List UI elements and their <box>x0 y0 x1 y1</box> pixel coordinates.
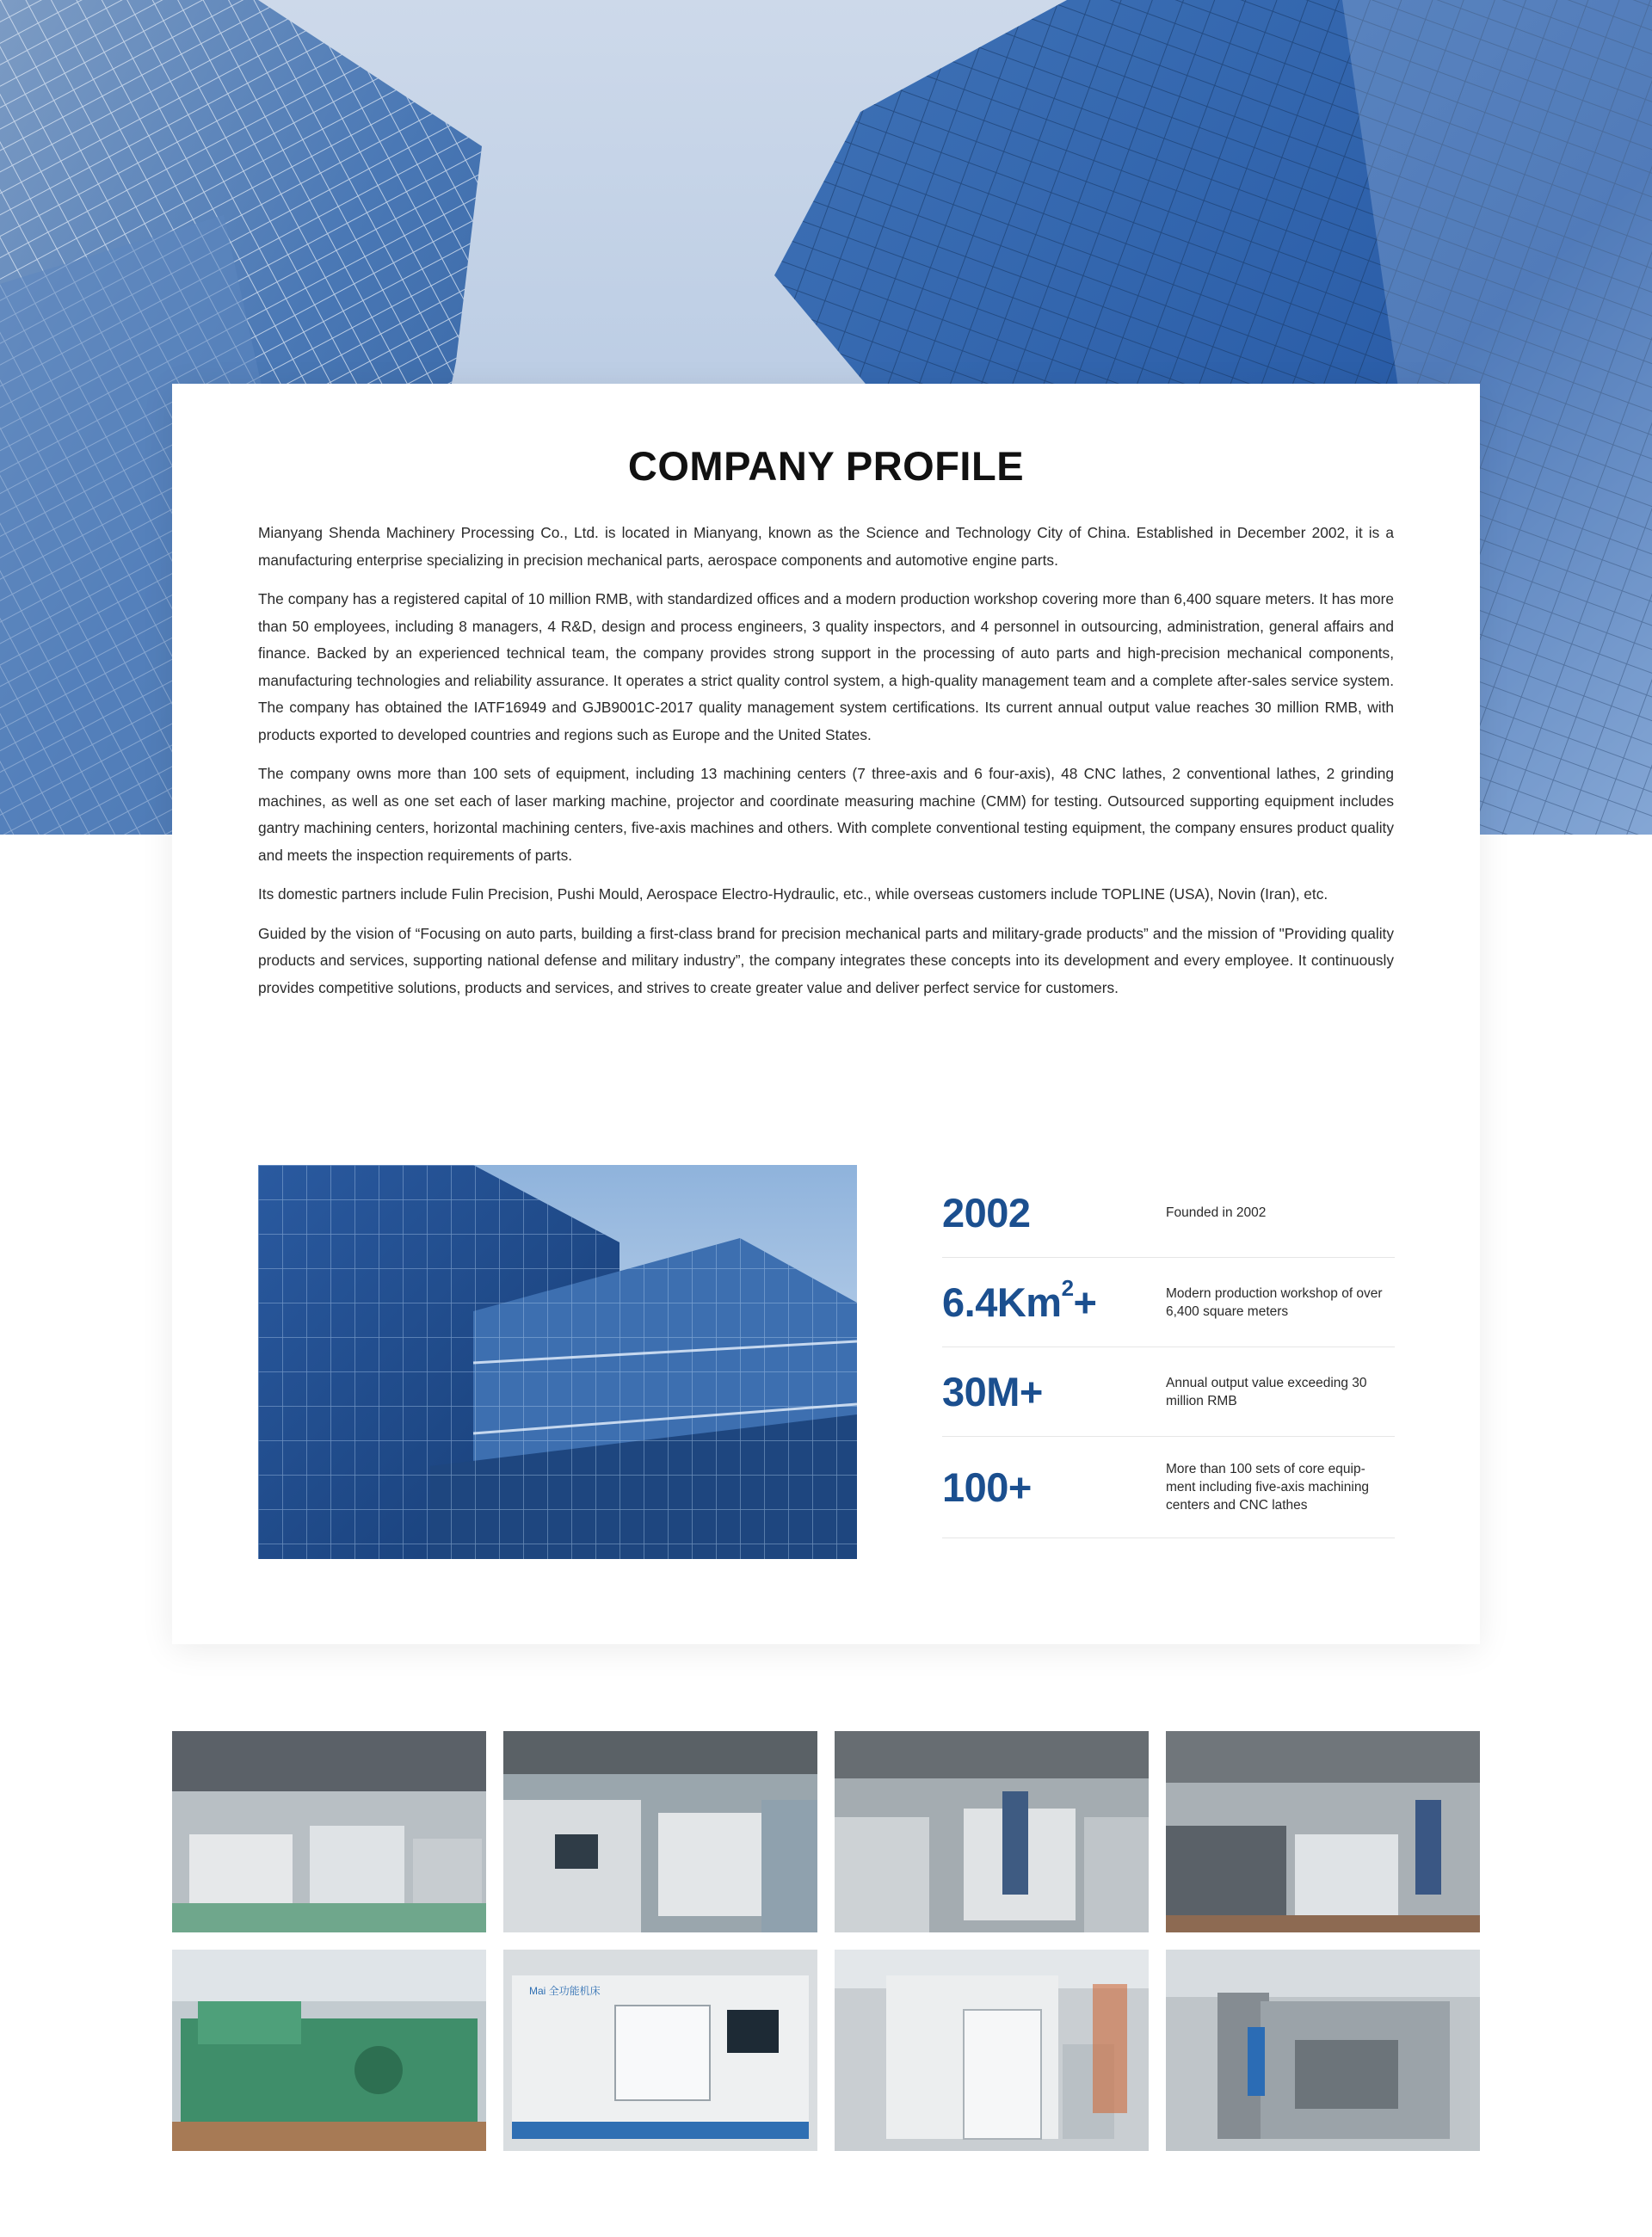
profile-paragraph: Guided by the vision of “Focusing on auto parts, building a first-class brand for precision mechanical parts and military-grade products” and the mission of "Providing quality products and services, supporting national defense and military industry”, the company integrates these concepts into its development and every employee. It continuously provides competitive solutions, products and services, and strives to create greater value and deliver perfect service for customers. <box>258 924 1394 996</box>
workshop-photo-1[interactable] <box>172 1731 486 1932</box>
stat-value: 2002 <box>942 1190 1031 1236</box>
stat-value: 30M+ <box>942 1369 1043 1414</box>
building-photo <box>258 1165 857 1559</box>
stat-value: $6.4Km^2+$ <box>942 1275 1097 1325</box>
stat-description: More than 100 sets of core equip-ment including five-axis machining centers and CNC lathes <box>1166 1462 1370 1513</box>
workshop-photo-5[interactable] <box>172 1950 486 2151</box>
stat-description: Modern production workshop of over 6,400 square meters <box>1166 1285 1383 1319</box>
stat-description: Founded in 2002 <box>1166 1205 1267 1220</box>
page-title: COMPANY PROFILE <box>627 443 1025 489</box>
workshop-photo-7[interactable] <box>835 1950 1149 2151</box>
stat-value: 100+ <box>942 1464 1032 1510</box>
stat-row-equipment <box>942 1437 1395 1538</box>
stat-superscript: 2 <box>1061 1275 1074 1301</box>
profile-paragraph: Mianyang Shenda Machinery Processing Co., Ltd. is located in Mianyang, known as the Science and Technology City of China. Established in December 2002, it is a manufacturing enterprise specializing in precision mechanical parts, aerospace components and automotive engine parts. <box>258 524 1394 569</box>
stats-list <box>942 1168 1395 1538</box>
stat-suffix: + <box>1073 1279 1097 1325</box>
workshop-photo-2[interactable] <box>503 1731 817 1932</box>
profile-paragraph: Its domestic partners include Fulin Precision, Pushi Mould, Aerospace Electro-Hydraulic, etc., while overseas customers include TOPLINE (USA), Novin (Iran), etc. <box>258 885 1328 903</box>
profile-paragraph: The company owns more than 100 sets of equipment, including 13 machining centers (7 three-axis and 6 four-axis), 48 CNC lathes, 2 conventional lathes, 2 grinding machines, as well as one set each of laser marking machine, projector and coordinate measuring machine (CMM) for testing. Outsourced supporting equipment includes gantry machining centers, horizontal machining centers, five-axis machines and others. With complete conventional testing equipment, the company ensures product quality and meets the inspection requirements of parts. <box>258 765 1394 864</box>
profile-paragraph: The company has a registered capital of 10 million RMB, with standardized offices and a modern production workshop covering more than 6,400 square meters. It has more than 50 employees, including 8 managers, 4 R&D, design and process engineers, 3 quality inspectors, and 4 personnel in outsourcing, administration, general affairs and finance. Backed by an experienced technical team, the company provides strong support in the processing of auto parts and high-precision mechanical components, manufacturing technologies and reliability assurance. It operates a strict quality control system, a high-quality management team and a complete after-sales service system. The company has obtained the IATF16949 and GJB9001C-2017 quality management system certifications. Its current annual output value reaches 30 million RMB, with products exported to developed countries and regions such as Europe and the United States. <box>258 590 1394 743</box>
workshop-photo-6[interactable] <box>503 1950 817 2151</box>
workshop-photo-4[interactable] <box>1166 1731 1480 1932</box>
stat-row-founded <box>942 1168 1395 1258</box>
stat-description: Annual output value exceeding 30 million RMB <box>1166 1375 1367 1408</box>
profile-text <box>258 520 1394 1014</box>
workshop-gallery <box>172 1731 1480 2151</box>
workshop-photo-8[interactable] <box>1166 1950 1480 2151</box>
stat-row-workshop <box>942 1258 1395 1347</box>
machine-sign: Mai 全功能机床 <box>529 1985 601 1997</box>
workshop-photo-3[interactable] <box>835 1731 1149 1932</box>
company-profile-card <box>172 384 1480 1644</box>
stat-row-output <box>942 1347 1395 1437</box>
